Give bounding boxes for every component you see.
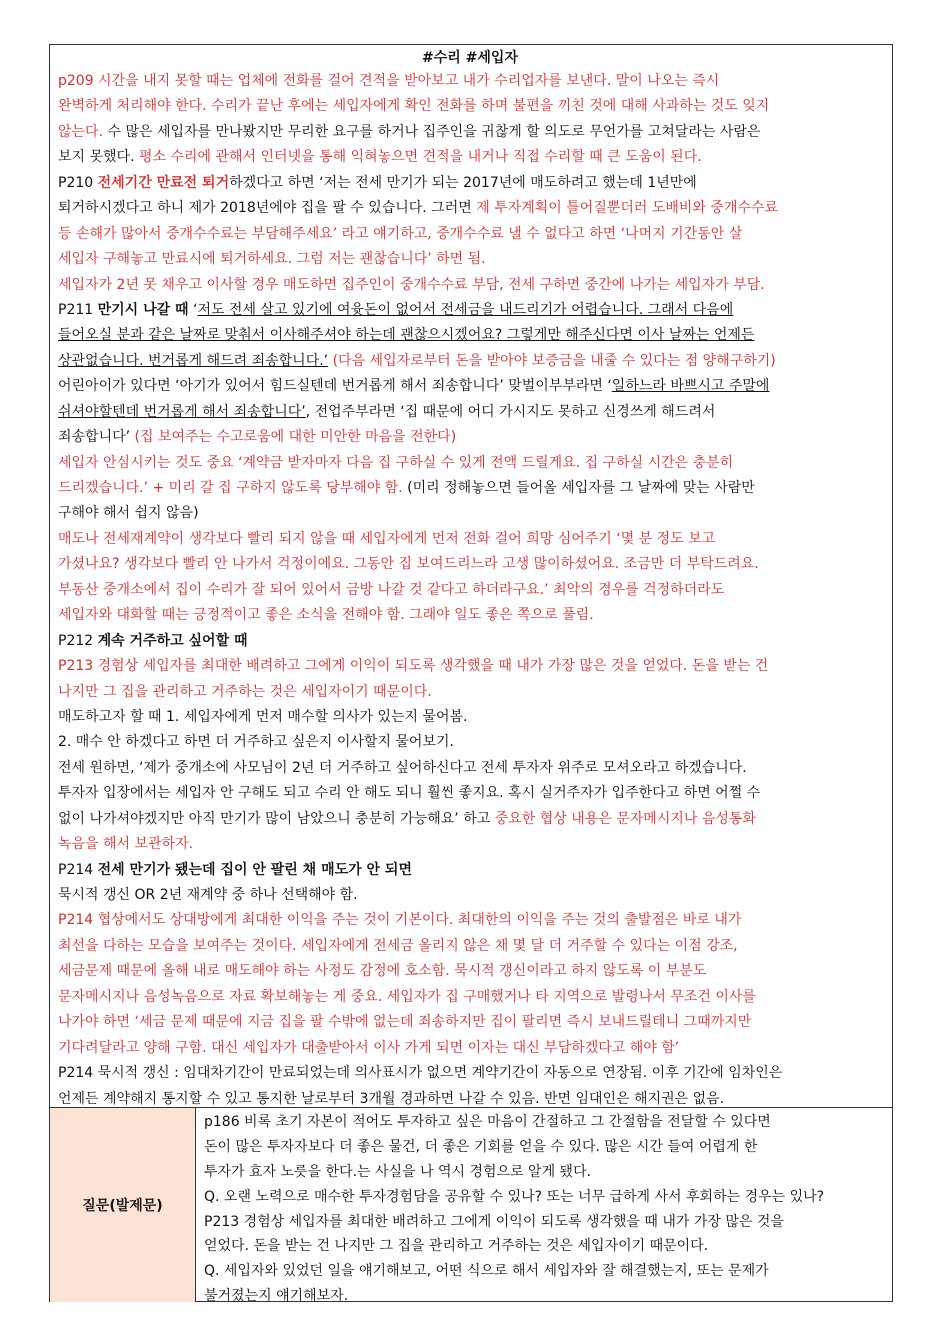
text-line [58, 1061, 882, 1086]
text-line [58, 247, 882, 272]
text-segment: 세금문제 때문에 올해 내로 매도해야 하는 사정도 감정에 호소함. 묵시적 갱신이라고 하지 않도록 이 부분도 [58, 963, 707, 980]
text-segment: 부동산 중개소에서 집이 수리가 잘 되어 있어서 금방 나갈 것 같다고 하더라구요.’ 최악의 경우를 걱정하더라도 [58, 581, 725, 598]
question-line: p186 비록 초기 자본이 적어도 투자하고 싶은 마음이 간절하고 그 간절함을 전달할 수 있다면 [204, 1114, 771, 1130]
text-line [58, 883, 882, 908]
text-line [58, 756, 882, 781]
question-line: 얻었다. 돈을 받는 건 나지만 그 집을 관리하고 거주하는 것은 세입자이기 때문이다. [204, 1238, 709, 1255]
text-segment: 하겠다고 하면 ‘저는 전세 만기가 되는 2017년에 매도하려고 했는데 1년만에 [229, 174, 697, 191]
text-line [58, 400, 882, 425]
text-segment: 세입자 구해놓고 만료시에 퇴거하세요. 그럼 저는 괜찮습니다’ 하면 됨. [58, 251, 486, 268]
text-segment: 가셨나요? 생각보다 빨리 안 나가서 걱정이에요. 그동안 집 보여드리느라 고생 많이하셨어요. 조금만 더 부탁드려요. [58, 556, 759, 573]
text-segment: P212 [58, 632, 98, 649]
text-segment: 세입자 안심시키는 것도 중요 ‘계약금 받자마자 다음 집 구하실 수 있게 전액 드릴게요. 집 구하실 시간은 충분히 [58, 454, 734, 471]
text-segment: P210 [58, 174, 98, 191]
text-line [58, 94, 882, 119]
text-segment: 쉬셔야할텐데 번거롭게 해서 죄송합니다’ [58, 403, 306, 420]
text-segment: 어린아이가 있다면 ‘아기가 있어서 힘드실텐데 번거롭게 해서 죄송합니다’ 맞벌이부부라면 ‘ [58, 378, 612, 395]
text-segment: 퇴거하시겠다고 하니 제가 2018년에야 집을 팔 수 있습니다. 그러면 [58, 200, 477, 217]
text-line [58, 959, 882, 984]
text-line [58, 908, 882, 933]
notes-cell [50, 45, 892, 1108]
text-line [58, 222, 882, 247]
question-line: 돈이 많은 투자자보다 더 좋은 물건, 더 좋은 기회를 얻을 수 있다. 많은 시간 들여 어렵게 한 [204, 1138, 758, 1155]
text-segment: (미리 정해놓으면 들어올 세입자를 그 날짜에 맞는 사람만 [407, 480, 755, 496]
text-line [58, 730, 882, 755]
text-segment: 저도 전세 살고 있기에 여윳돈이 없어서 전세금을 내드리기가 어렵습니다. 그래서 다음에 [197, 301, 734, 318]
text-segment: (집 보여주는 수고로움에 대한 미안한 마음을 전한다) [134, 429, 457, 446]
text-segment: , 전업주부라면 ‘집 때문에 어디 가시지도 못하고 신경쓰게 해드려서 [305, 403, 716, 420]
text-segment: 매도하고자 할 때 1. 세입자에게 먼저 매수할 의사가 있는지 물어봄. [58, 708, 468, 725]
question-line: Q. 오랜 노력으로 매수한 투자경험담을 공유할 수 있나? 또는 너무 급하게 사서 후회하는 경우는 있나? [204, 1188, 825, 1205]
text-segment: 평소 수리에 관해서 인터넷을 통해 익혀놓으면 견적을 내거나 직접 수리할 때 큰 도움이 된다. [138, 149, 702, 166]
text-line [58, 120, 882, 145]
text-line [58, 323, 882, 348]
text-segment: 묵시적 갱신 OR 2년 재계약 중 하나 선택해야 함. [58, 887, 358, 903]
text-segment: 완벽하게 처리해야 한다. 수리가 끝난 후에는 세입자에게 확인 전화를 하며 불편을 끼친 것에 대해 사과하는 것도 잊지 [58, 98, 770, 115]
text-line [58, 69, 882, 94]
text-segment: 나가야 하면 ‘세금 문제 때문에 지금 집을 팔 수밖에 없는데 죄송하지만 집이 팔리면 즉시 보내드릴테니 그때까지만 [58, 1014, 752, 1031]
text-line [58, 629, 882, 654]
text-segment: 세입자와 대화할 때는 긍정적이고 좋은 소식을 전해야 함. 그래야 일도 좋은 쪽으로 풀림. [58, 607, 594, 624]
text-segment: 등 손해가 많아서 중개수수료는 부담해주세요’ 라고 얘기하고, 중개수수료 낼 수 없다고 하면 ‘나머지 기간동안 살 [58, 225, 743, 242]
text-segment: P214 묵시적 갱신 : 임대차기간이 만료되었는데 의사표시가 없으면 계약기간이 자동으로 연장됨. 이후 기간에 임차인은 [58, 1065, 783, 1082]
text-segment: 들어오실 분과 같은 날짜로 맞춰서 이사해주셔야 하는데 괜찮으시겠어요? 그렇게만 해주신다면 이사 날짜는 언제든 [58, 327, 755, 344]
text-segment: 전세 원하면, ‘제가 중개소에 사모님이 2년 더 거주하고 싶어하신다고 전세 투자자 위주로 모셔오라고 하겠습니다. [58, 759, 747, 776]
text-line [58, 680, 882, 705]
text-segment: P214 협상에서도 상대방에게 최대한 이익을 주는 것이 기본이다. 최대한의 이익을 주는 것의 출발점은 바로 내가 [58, 912, 742, 929]
notes-table [49, 44, 893, 1305]
text-line [58, 476, 882, 501]
text-line [58, 603, 882, 628]
text-line [58, 985, 882, 1010]
text-line [58, 832, 882, 857]
question-body [196, 1110, 894, 1309]
text-line [58, 298, 882, 323]
text-line [58, 807, 882, 832]
text-line [58, 425, 882, 450]
text-line [58, 781, 882, 806]
text-segment: 기다려달라고 양해 구함. 대신 세입자가 대출받아서 이사 가게 되면 이자는 대신 부담하겠다고 해야 함’ [58, 1039, 680, 1056]
text-segment: 최선을 다하는 모습을 보여주는 것이다. 세입자에게 전세금 올리지 않은 채 몇 달 더 거주할 수 있다는 이점 강조, [58, 937, 738, 954]
text-line [58, 527, 882, 552]
text-segment: 녹음을 해서 보관하자. [58, 836, 194, 853]
notes-body [58, 69, 882, 1112]
text-line [58, 196, 882, 221]
text-line [58, 1036, 882, 1061]
text-segment: 전세기간 만료전 퇴거 [97, 174, 230, 191]
text-line [58, 501, 882, 526]
text-line [58, 578, 882, 603]
text-segment: 않는다. [58, 123, 108, 140]
text-segment: 없이 나가셔야겠지만 아직 만기가 많이 남았으니 충분히 가능해요’ 하고 [58, 810, 495, 827]
text-segment: 언제든 계약해지 통지할 수 있고 통지한 날로부터 3개월 경과하면 나갈 수 있음. 반면 임대인은 해지권은 없음. [58, 1090, 725, 1107]
text-segment: 세입자가 2년 못 채우고 이사할 경우 매도하면 집주인이 중개수수료 부담, 전세 구하면 중간에 나가는 세입자가 부담. [58, 276, 765, 293]
text-segment: 드리겠습니다.’ + 미리 갈 집 구하지 않도록 당부해야 함. [58, 480, 408, 496]
text-segment: 투자자 입장에서는 세입자 안 구해도 되고 수리 안 해도 되니 훨씬 좋지요. 혹시 실거주자가 입주한다고 하면 어쩔 수 [58, 785, 761, 802]
question-line: 불거졌는지 얘기해보자. [204, 1288, 349, 1305]
text-segment: 제 투자계획이 틀어질뿐더러 도배비와 중개수수료 [476, 200, 779, 217]
text-segment: P211 [58, 301, 98, 318]
text-line [58, 934, 882, 959]
text-line [58, 349, 882, 374]
text-segment: 보지 못했다. [58, 149, 139, 166]
text-segment: 문자메시지나 음성녹음으로 자료 확보해놓는 게 중요. 세입자가 집 구매했거나 타 지역으로 발령나서 무조건 이사를 [58, 988, 756, 1005]
page-title: #수리 #세입자 [422, 50, 518, 66]
text-segment: 전세 만기가 됐는데 집이 안 팔린 채 매도가 안 되면 [97, 861, 412, 878]
text-segment: P213 경험상 세입자를 최대한 배려하고 그에게 이익이 되도록 생각했을 때 내가 가장 많은 것을 얻었다. 돈을 받는 건 [58, 658, 769, 675]
text-segment: 일하느라 바쁘시고 주말에 [611, 378, 770, 395]
text-segment: 2. 매수 안 하겠다고 하면 더 거주하고 싶은지 이사할지 물어보기. [58, 734, 454, 751]
question-line: Q. 세입자와 있었던 일을 얘기해보고, 어떤 식으로 해서 세입자와 잘 해결했는지, 또는 문제가 [204, 1263, 769, 1280]
question-line: P213 경험상 세입자를 최대한 배려하고 그에게 이익이 되도록 생각했을 때 내가 가장 많은 것을 [204, 1213, 784, 1230]
text-line [58, 654, 882, 679]
text-segment: P214 [58, 861, 98, 878]
text-segment: 매도나 전세재계약이 생각보다 빨리 되지 않을 때 세입자에게 먼저 전화 걸어 희망 심어주기 ‘몇 분 정도 보고 [58, 530, 716, 547]
text-segment: 만기시 나갈 때 [97, 301, 189, 318]
text-line [58, 858, 882, 883]
question-label: 질문(발제문) [50, 1108, 196, 1302]
text-segment: 죄송합니다’ [58, 429, 135, 446]
text-line [58, 374, 882, 399]
text-segment: ‘ [188, 301, 198, 318]
text-line [58, 552, 882, 577]
text-line [58, 273, 882, 298]
question-row [50, 1108, 892, 1305]
text-line [58, 1010, 882, 1035]
text-line [58, 705, 882, 730]
text-segment: p209 시간을 내지 못할 때는 업체에 전화를 걸어 견적을 받아보고 내가 수리업자를 보낸다. 말이 나오는 즉시 [58, 73, 720, 89]
text-segment: (다음 세입자로부터 돈을 받아야 보증금을 내줄 수 있다는 점 양해구하기) [328, 352, 776, 369]
text-line [58, 145, 882, 170]
text-segment: 상관없습니다. 번거롭게 해드려 죄송합니다.’ [58, 352, 329, 369]
text-line [58, 171, 882, 196]
question-line: 투자가 효자 노릇을 한다.는 사실을 나 역시 경험으로 알게 됐다. [204, 1163, 592, 1180]
text-segment: 계속 거주하고 싶어할 때 [97, 632, 248, 649]
text-line [58, 451, 882, 476]
text-segment: 나지만 그 집을 관리하고 거주하는 것은 세입자이기 때문이다. [58, 683, 432, 700]
text-segment: 수 많은 세입자를 만나봤지만 무리한 요구를 하거나 집주인을 귀찮게 할 의도로 무언가를 고쳐달라는 사람은 [107, 123, 761, 140]
text-segment: 구해야 해서 쉽지 않음) [58, 505, 199, 522]
text-segment: 중요한 협상 내용은 문자메시지나 음성통화 [494, 810, 756, 827]
